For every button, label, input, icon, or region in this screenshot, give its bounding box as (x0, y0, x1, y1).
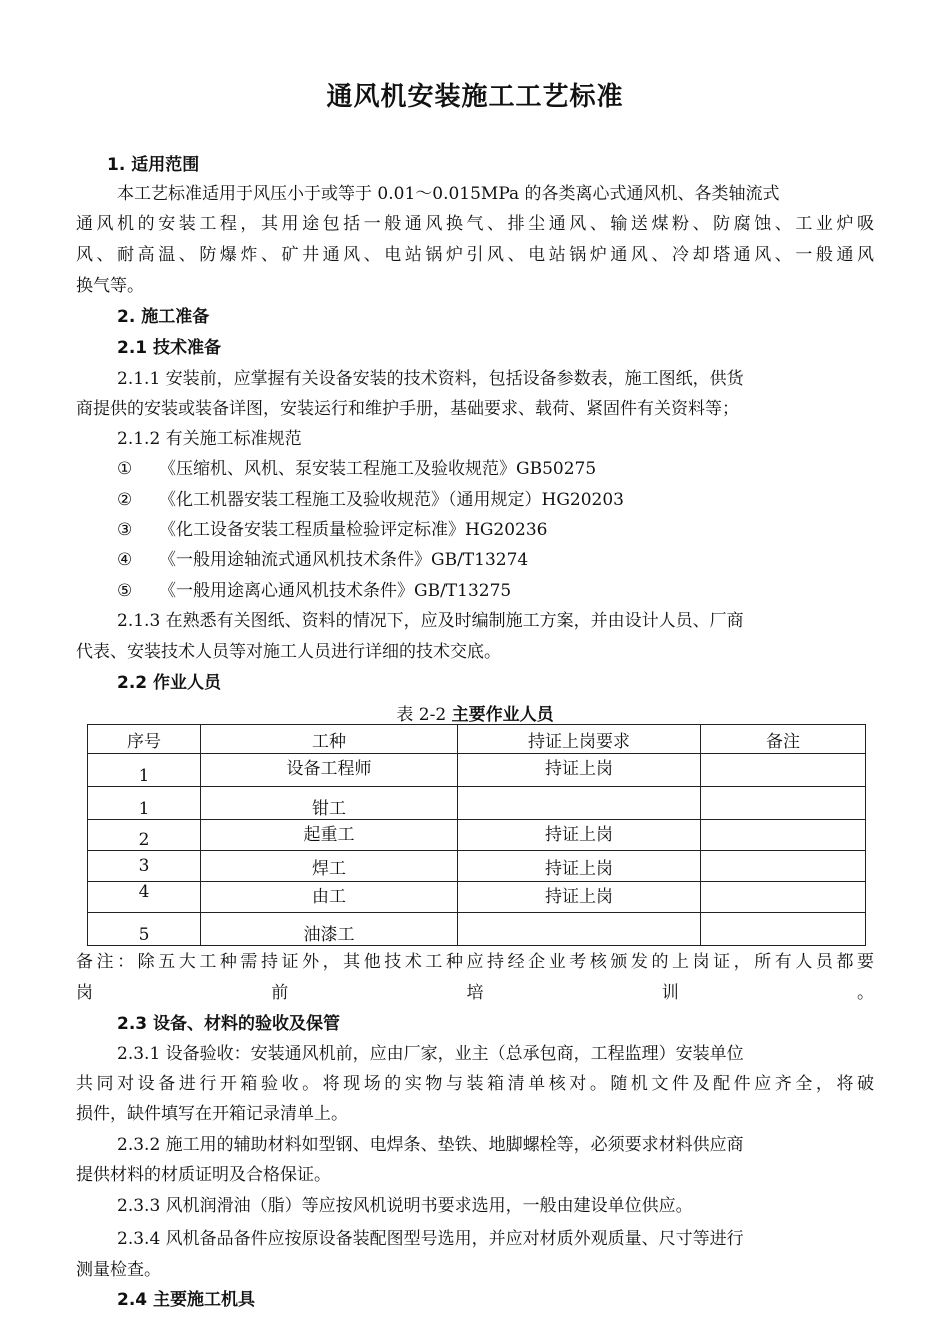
table-row (88, 851, 866, 882)
table-cell: 由工 (201, 882, 458, 913)
para-2-3-4: 测量检查。 (76, 1260, 161, 1280)
section-1-heading: 1. 适用范围 (107, 155, 200, 175)
standard-item: 《压缩机、风机、泵安装工程施工及验收规范》GB50275 (159, 459, 597, 479)
table-cell: 持证上岗 (458, 820, 701, 851)
standard-item: 《化工设备安装工程质量检验评定标准》HG20236 (159, 520, 548, 540)
table-cell (458, 913, 701, 946)
table-row (88, 820, 866, 851)
section-1-line: 通风机的安装工程，其用途包括一般通风换气、排尘通风、输送煤粉、防腐蚀、工业炉吸 (76, 214, 874, 234)
section-2-4-heading: 2.4 主要施工机具 (117, 1290, 256, 1310)
standard-mark: ① (117, 459, 133, 479)
section-2-2-heading: 2.2 作业人员 (117, 673, 222, 693)
table-header-row (88, 725, 866, 754)
table-cell (701, 820, 866, 851)
section-1-line: 换气等。 (76, 276, 144, 296)
table-cell (701, 913, 866, 946)
column-header: 工种 (201, 725, 458, 754)
table-cell: 持证上岗 (458, 851, 701, 882)
column-header: 备注 (701, 725, 866, 754)
table-cell: 3 (88, 851, 201, 882)
para-2-1-3: 2.1.3 在熟悉有关图纸、资料的情况下，应及时编制施工方案，并由设计人员、厂商 (117, 611, 744, 631)
column-header: 持证上岗要求 (458, 725, 701, 754)
section-1-line: 本工艺标准适用于风压小于或等于 0.01～0.015MPa 的各类离心式通风机、各类轴流式 (117, 184, 780, 204)
para-2-1-2: 2.1.2 有关施工标准规范 (117, 429, 302, 449)
table-cell: 1 (88, 787, 201, 820)
section-2-1-heading: 2.1 技术准备 (117, 338, 222, 358)
para-2-3-2: 提供材料的材质证明及合格保证。 (76, 1165, 331, 1185)
standard-mark: ⑤ (117, 581, 133, 601)
table-cell: 设备工程师 (201, 754, 458, 787)
table-cell (701, 851, 866, 882)
table-cell (701, 787, 866, 820)
table-cell: 钳工 (201, 787, 458, 820)
table-note: 备注：除五大工种需持证外，其他技术工种应持经企业考核颁发的上岗证，所有人员都要 (76, 952, 874, 972)
table-cell: 5 (88, 913, 201, 946)
table-cell: 持证上岗 (458, 754, 701, 787)
section-1-line: 风、耐高温、防爆炸、矿井通风、电站锅炉引风、电站锅炉通风、冷却塔通风、一般通风 (76, 245, 874, 265)
section-2-heading: 2. 施工准备 (117, 307, 210, 327)
standard-mark: ② (117, 490, 133, 510)
para-2-3-3: 2.3.3 风机润滑油（脂）等应按风机说明书要求选用，一般由建设单位供应。 (117, 1196, 693, 1216)
para-2-1-1: 2.1.1 安装前，应掌握有关设备安装的技术资料，包括设备参数表，施工图纸，供货 (117, 369, 744, 389)
table-caption-prefix: 表 2-2 (396, 705, 452, 725)
table-row (88, 787, 866, 820)
para-2-1-3: 代表、安装技术人员等对施工人员进行详细的技术交底。 (76, 642, 501, 662)
table-note: 岗前培训。 (76, 983, 874, 1003)
para-2-3-4: 2.3.4 风机备品备件应按原设备装配图型号选用，并应对材质外观质量、尺寸等进行 (117, 1229, 744, 1249)
table-cell: 油漆工 (201, 913, 458, 946)
table-cell: 2 (88, 820, 201, 851)
standard-item: 《一般用途轴流式通风机技术条件》GB/T13274 (159, 550, 529, 570)
table-row (88, 754, 866, 787)
table-row (88, 913, 866, 946)
document-title: 通风机安装施工工艺标准 (326, 82, 624, 112)
standard-mark: ③ (117, 520, 133, 540)
table-cell: 1 (88, 754, 201, 787)
table-cell: 起重工 (201, 820, 458, 851)
standard-item: 《一般用途离心通风机技术条件》GB/T13275 (159, 581, 512, 601)
staff-table (87, 724, 866, 946)
para-2-1-1: 商提供的安装或装备详图，安装运行和维护手册，基础要求、载荷、紧固件有关资料等； (76, 399, 739, 419)
para-2-3-1: 2.3.1 设备验收：安装通风机前，应由厂家，业主（总承包商，工程监理）安装单位 (117, 1044, 744, 1064)
table-cell (701, 882, 866, 913)
section-2-3-heading: 2.3 设备、材料的验收及保管 (117, 1014, 341, 1034)
para-2-3-2: 2.3.2 施工用的辅助材料如型钢、电焊条、垫铁、地脚螺栓等，必须要求材料供应商 (117, 1135, 744, 1155)
table-cell: 4 (88, 882, 201, 913)
table-caption (0, 704, 950, 726)
para-2-3-1: 损件，缺件填写在开箱记录清单上。 (76, 1104, 348, 1124)
para-2-3-1: 共同对设备进行开箱验收。将现场的实物与装箱清单核对。随机文件及配件应齐全，将破 (76, 1074, 874, 1094)
column-header: 序号 (88, 725, 201, 754)
table-caption-title: 主要作业人员 (451, 705, 554, 725)
table-cell: 焊工 (201, 851, 458, 882)
table-cell: 持证上岗 (458, 882, 701, 913)
standard-mark: ④ (117, 550, 133, 570)
table-cell (458, 787, 701, 820)
table-row (88, 882, 866, 913)
standard-item: 《化工机器安装工程施工及验收规范》（通用规定）HG20203 (159, 490, 624, 510)
table-cell (701, 754, 866, 787)
